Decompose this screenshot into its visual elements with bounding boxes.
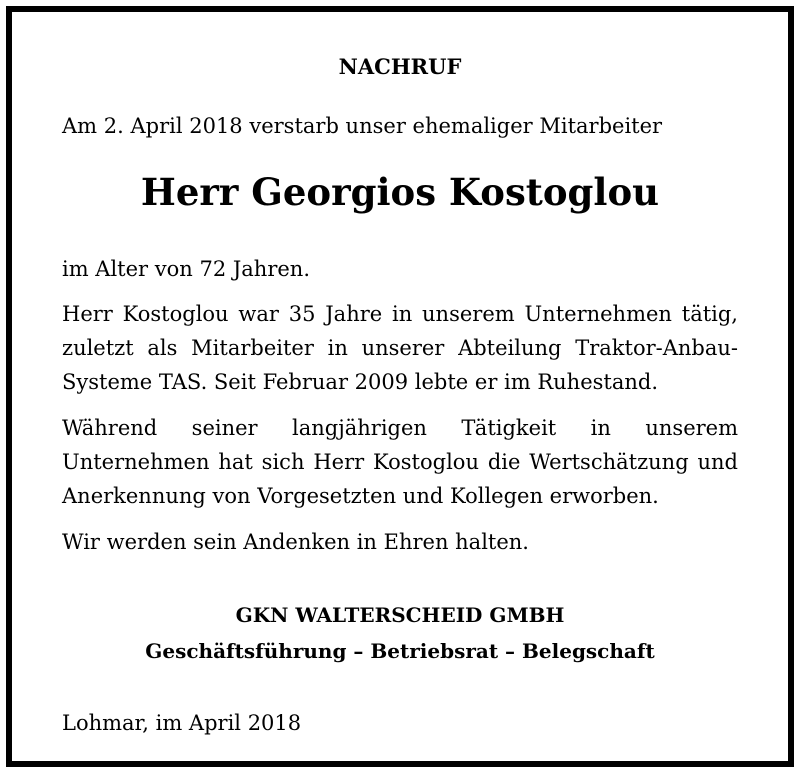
- merit-paragraph: Während seiner langjährigen Tätigkeit in unserem Unternehmen hat sich Herr Kostoglou die Wertschätzung und Anerkennung von Vorgesetzten und Kollegen erworben.: [62, 416, 738, 508]
- place-date: Lohmar, im April 2018: [62, 711, 302, 735]
- obituary-content: [62, 12, 738, 761]
- signers-line: Geschäftsführung – Betriebsrat – Belegschaft: [145, 639, 655, 663]
- memory-paragraph: Wir werden sein Andenken in Ehren halten.: [62, 530, 529, 554]
- career-paragraph: Herr Kostoglou war 35 Jahre in unserem Unternehmen tätig, zuletzt als Mitarbeiter in unserer Abteilung Traktor-Anbau-Systeme TAS. Seit Februar 2009 lebte er im Ruhestand.: [62, 302, 738, 394]
- intro-line: Am 2. April 2018 verstarb unser ehemaliger Mitarbeiter: [62, 114, 663, 138]
- company-name: GKN WALTERSCHEID GMBH: [235, 603, 565, 627]
- obituary-heading: NACHRUF: [338, 54, 462, 79]
- deceased-name: Herr Georgios Kostoglou: [140, 170, 660, 214]
- age-paragraph: im Alter von 72 Jahren.: [62, 257, 311, 281]
- obituary-frame: [6, 6, 794, 767]
